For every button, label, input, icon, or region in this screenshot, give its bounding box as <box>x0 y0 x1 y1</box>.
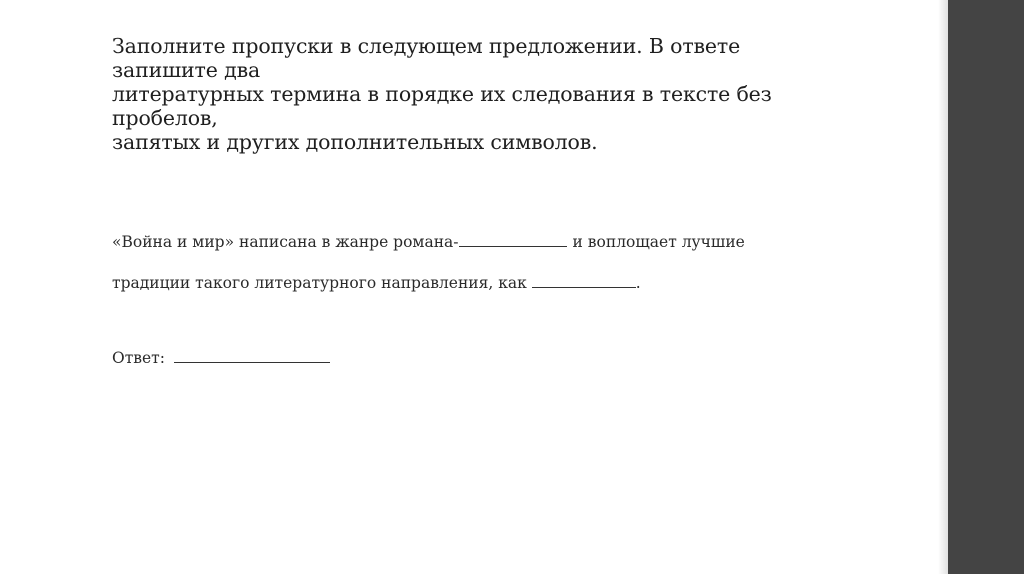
task-text-part-3: традиции такого литературного направления, как <box>112 274 532 292</box>
task-sentence-line-1 <box>112 232 745 252</box>
answer-label: Ответ: <box>112 349 170 367</box>
instruction-line-4: пробелов, <box>112 106 218 130</box>
blank-1 <box>459 232 567 247</box>
instruction-line-3: литературных термина в порядке их следования в тексте без <box>112 82 772 106</box>
task-text-part-1: «Война и мир» написана в жанре романа- <box>112 233 459 251</box>
task-text-part-2: и воплощает лучшие <box>572 233 745 251</box>
instruction-text <box>112 34 872 154</box>
instruction-line-5: запятых и других дополнительных символов. <box>112 130 598 154</box>
slide-edge-shadow <box>938 0 948 574</box>
answer-blank <box>174 348 330 363</box>
task-sentence-line-2 <box>112 273 641 293</box>
instruction-line-1: Заполните пропуски в следующем предложении. В ответе <box>112 34 741 58</box>
answer-line <box>112 348 330 368</box>
task-text-part-4: . <box>635 274 641 292</box>
dark-side-panel <box>948 0 1024 574</box>
blank-2 <box>532 273 636 288</box>
instruction-line-2: запишите два <box>112 58 261 82</box>
